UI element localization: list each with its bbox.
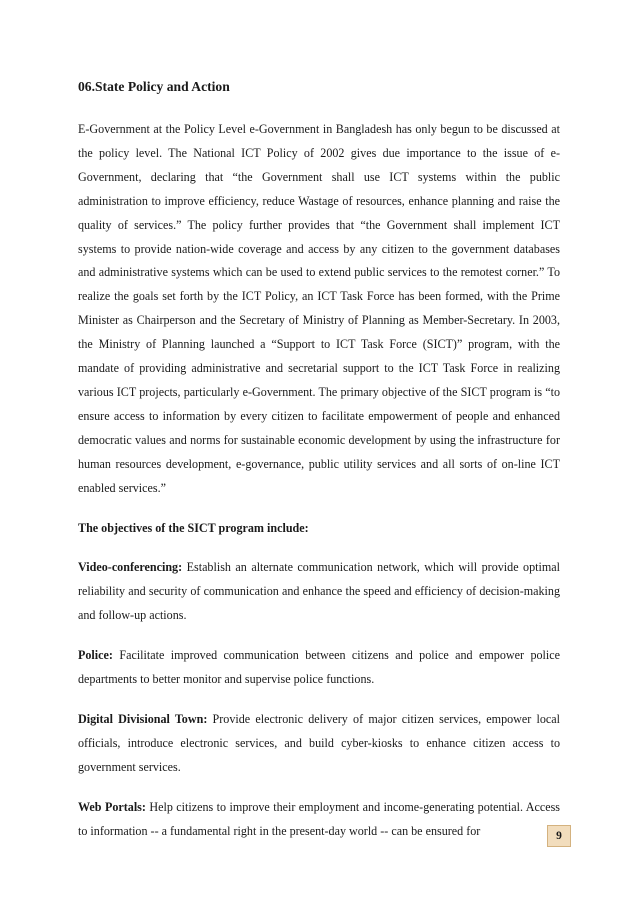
page-number: 9 (547, 825, 571, 847)
objective-text: Provide electronic delivery of major citizen services, empower local officials, introduce electronic services, and build cyber-kiosks to enhance citizen access to government services. (78, 711, 561, 774)
objective-term: Digital Divisional Town: (78, 711, 208, 726)
objective-digital-divisional-town (78, 708, 560, 780)
objective-web-portals (78, 796, 560, 844)
objective-text: Establish an alternate communication network, which will provide optimal reliability and security of communication and enhance the speed and efficiency of decision-making and follow-up actions. (78, 560, 560, 623)
intro-paragraph: E-Government at the Policy Level e-Government in Bangladesh has only begun to be discussed at the policy level. The National ICT Policy of 2002 gives due importance to the issue of e-Government, declaring that “the Government shall use ICT systems within the public administration to improve efficiency, reduce Wastage of resources, enhance planning and raise the quality of services.” The policy further provides that “the Government shall implement ICT systems to provide nation-wide coverage and access by any citizen to the government databases and administrative systems which can be used to extend public services to the remotest corner.” To realize the goals set forth by the ICT Policy, an ICT Task Force has been formed, with the Prime Minister as Chairperson and the Secretary of Ministry of Planning as Member-Secretary. In 2003, the Ministry of Planning launched a “Support to ICT Task Force (SICT)” program, with the mandate of providing administrative and secretarial support to the ICT Task Force in realizing various ICT projects, particularly e-Government. The primary objective of the SICT program is “to ensure access to information by every citizen to facilitate empowerment of people and enhanced democratic values and norms for sustainable economic development by using the infrastructure for human resources development, e-governance, public utility services and all sorts of on-line ICT enabled services.” (78, 122, 560, 495)
objective-term: Web Portals: (78, 799, 146, 814)
section-heading: 06.State Policy and Action (78, 79, 230, 94)
objective-text: Help citizens to improve their employment and income-generating potential. Access to information -- a fundamental right in the present-day world -- can be ensured for (78, 799, 561, 838)
objective-police (78, 644, 560, 692)
objective-term: Police: (78, 648, 113, 663)
objectives-heading: The objectives of the SICT program include: (78, 520, 309, 535)
objective-term: Video-conferencing: (78, 560, 183, 575)
objective-text: Facilitate improved communication between citizens and police and empower police departments to better monitor and supervise police functions. (78, 648, 560, 687)
document-page (78, 76, 560, 859)
objective-video-conferencing (78, 556, 560, 628)
